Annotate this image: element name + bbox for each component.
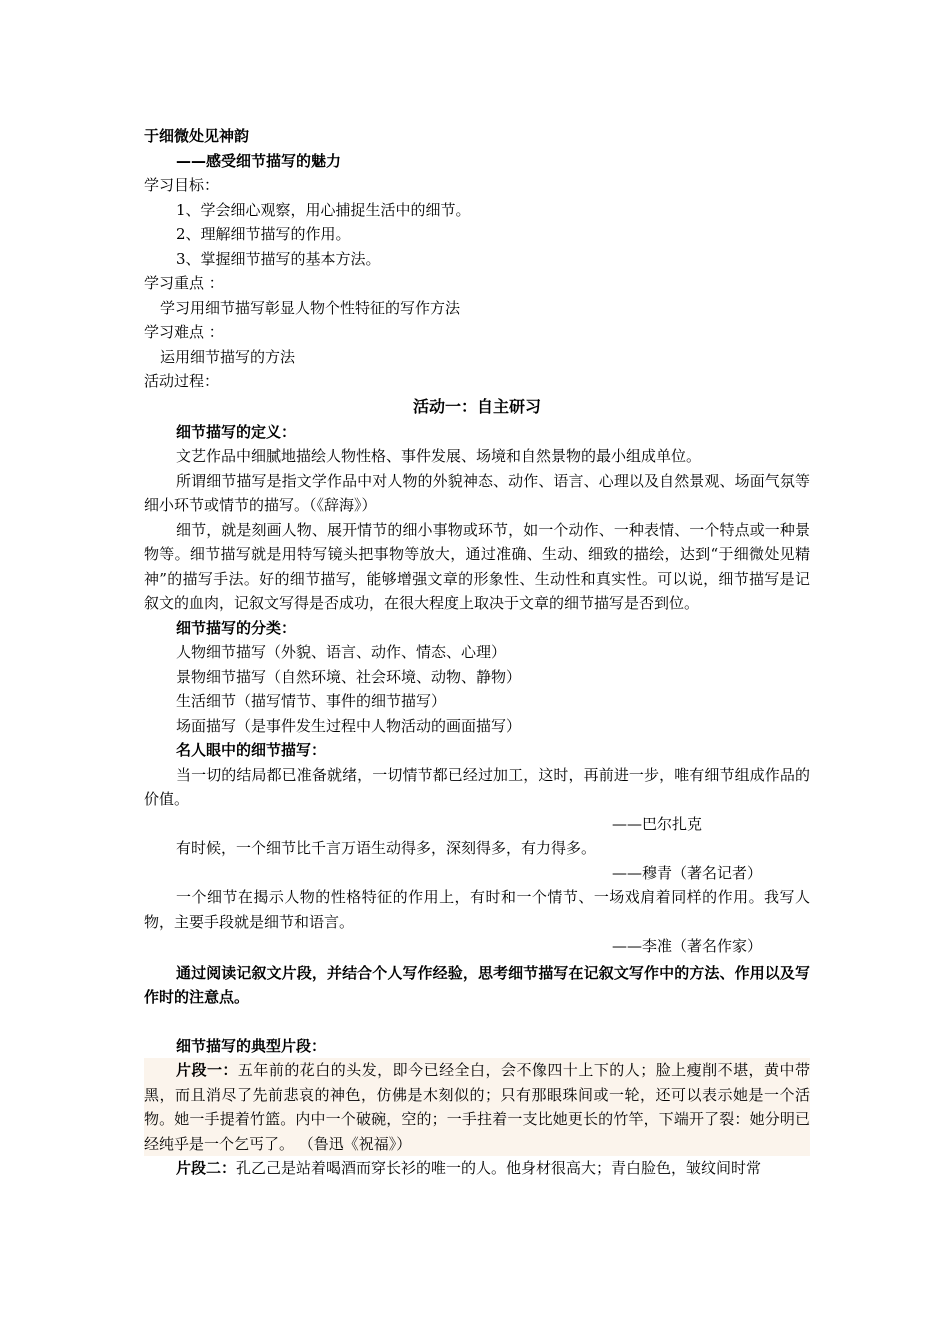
definition-paragraph: 文艺作品中细腻地描绘人物性格、事件发展、场境和自然景物的最小组成单位。 <box>176 447 702 465</box>
task-instruction: 通过阅读记叙文片段，并结合个人写作经验，思考细节描写在记叙文写作中的方法、作用以及写作时的注意点。 <box>144 963 810 1006</box>
quote-text: 当一切的结局都已准备就绪，一切情节都已经过加工，这时，再前进一步，唯有细节组成作品的价值。 <box>144 765 810 808</box>
document-title: 于细微处见神韵 <box>144 127 250 145</box>
quote-author: ——李准（著名作家） <box>612 937 763 955</box>
classification-item: 人物细节描写（外貌、语言、动作、情态、心理） <box>176 643 507 661</box>
quote-text: 有时候，一个细节比千言万语生动得多，深刻得多，有力得多。 <box>176 839 597 857</box>
difficulty-text: 运用细节描写的方法 <box>160 347 296 366</box>
focus-text: 学习用细节描写彰显人物个性特征的写作方法 <box>160 298 461 317</box>
quote-author: ——穆青（著名记者） <box>612 863 763 882</box>
excerpt-two-label: 片段二： <box>176 1159 237 1177</box>
blank-line <box>144 1010 810 1034</box>
quote-author: ——巴尔扎克 <box>612 814 703 833</box>
classification-item: 景物细节描写（自然环境、社会环境、动物、静物） <box>176 667 522 686</box>
quote-text: 一个细节在揭示人物的性格特征的作用上，有时和一个情节、一场戏肩着同样的作用。我写人物，主要手段就是细节和语言。 <box>144 888 810 931</box>
classification-item: 生活细节（描写情节、事件的细节描写） <box>176 692 447 710</box>
classification-heading: 细节描写的分类： <box>176 618 297 637</box>
definition-paragraph: 所谓细节描写是指文学作品中对人物的外貌神态、动作、语言、心理以及自然景观、场面气氛等细小环节或情节的描写。（《辞海》） <box>144 471 810 514</box>
goal-item: 2、理解细节描写的作用。 <box>176 225 351 243</box>
excerpt-two <box>144 1156 810 1181</box>
quotes-heading: 名人眼中的细节描写： <box>176 741 327 759</box>
process-label: 活动过程： <box>144 372 220 390</box>
goal-item: 3、掌握细节描写的基本方法。 <box>176 249 381 268</box>
definition-heading: 细节描写的定义： <box>176 422 297 441</box>
goals-label: 学习目标： <box>144 176 220 194</box>
activity-title: 活动一：自主研习 <box>412 396 541 416</box>
focus-label: 学习重点 ： <box>144 274 224 292</box>
document-subtitle: ——感受细节描写的魅力 <box>176 151 342 170</box>
difficulty-label: 学习难点 ： <box>144 323 224 341</box>
excerpt-one <box>144 1058 810 1156</box>
typical-heading: 细节描写的典型片段： <box>176 1036 327 1055</box>
document-page <box>144 124 810 1181</box>
excerpt-one-text: 五年前的花白的头发，即今已经全白，会不像四十上下的人；脸上瘦削不堪，黄中带黑，而且消尽了先前悲哀的神色，仿佛是木刻似的；只有那眼珠间或一轮，还可以表示她是一个活物。她一手提着竹篮。内中一个破碗，空的；一手拄着一支比她更长的竹竿，下端开了裂：她分明已经纯乎是一个乞丐了。 （鲁迅《祝福》） <box>144 1061 810 1153</box>
definition-paragraph: 细节，就是刻画人物、展开情节的细小事物或环节，如一个动作、一种表情、一个特点或一种景物等。细节描写就是用特写镜头把事物等放大，通过准确、生动、细致的描绘，达到“于细微处见精神”的描写手法。好的细节描写，能够增强文章的形象性、生动性和真实性。可以说，细节描写是记叙文的血肉，记叙文写得是否成功，在很大程度上取决于文章的细节描写是否到位。 <box>144 520 810 612</box>
goal-item: 1、学会细心观察，用心捕捉生活中的细节。 <box>176 200 471 219</box>
excerpt-one-label: 片段一： <box>176 1061 238 1079</box>
classification-item: 场面描写（是事件发生过程中人物活动的画面描写） <box>176 716 522 735</box>
excerpt-two-text: 孔乙己是站着喝酒而穿长衫的唯一的人。他身材很高大；青白脸色，皱纹间时常 <box>236 1159 762 1177</box>
